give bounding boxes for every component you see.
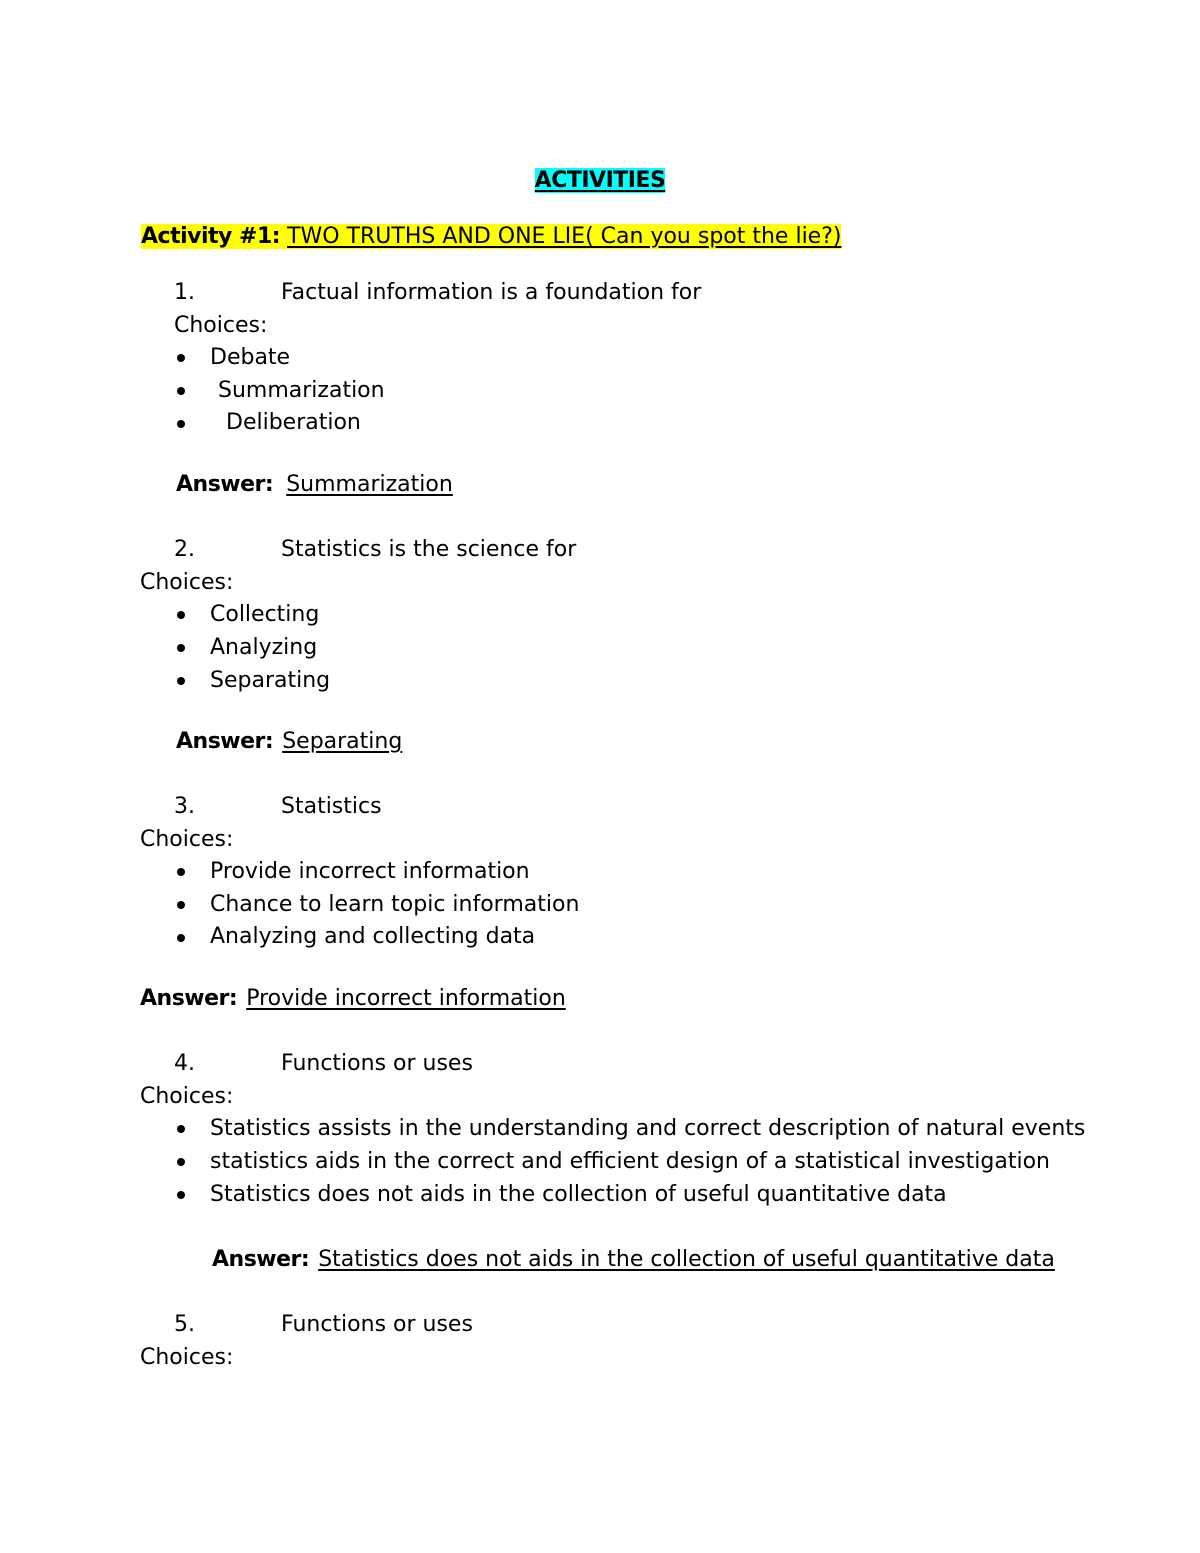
question-number: 5. [174,1312,195,1337]
page-title: ACTIVITIES [534,168,666,193]
bullet-icon [177,354,185,362]
choices-label: Choices: [140,1345,234,1370]
answer-row [212,1245,1055,1275]
choices-label: Choices: [140,1084,234,1109]
question-prompt: Functions or uses [281,1051,473,1076]
bullet-icon [177,934,185,942]
bullet-icon [177,1158,185,1166]
choice-item: Analyzing [210,635,318,660]
question-number: 3. [174,794,195,819]
choices-label: Choices: [140,570,234,595]
activity-name: TWO TRUTHS AND ONE LIE( Can you spot the lie?) [287,224,842,249]
choice-item: Separating [210,668,331,693]
choice-item: Statistics does not aids in the collection of useful quantitative data [210,1182,947,1207]
choice-item: statistics aids in the correct and efficient design of a statistical investigation [210,1149,1050,1174]
question-number: 2. [174,537,195,562]
answer-label: Answer: [140,986,238,1011]
choices-label: Choices: [140,827,234,852]
bullet-icon [177,644,185,652]
activity-label: Activity #1: [141,224,281,249]
answer-value: Summarization [286,472,453,497]
question-prompt: Statistics [281,794,382,819]
activity-heading [141,222,841,252]
bullet-icon [177,677,185,685]
choice-item: Collecting [210,602,320,627]
choice-item: Debate [210,345,291,370]
bullet-icon [177,868,185,876]
answer-label: Answer: [176,729,274,754]
answer-label: Answer: [176,472,274,497]
answer-label: Answer: [212,1247,310,1272]
bullet-icon [177,611,185,619]
bullet-icon [177,901,185,909]
answer-value: Provide incorrect information [246,986,566,1011]
choices-label: Choices: [174,313,268,338]
bullet-icon [177,1191,185,1199]
answer-value: Statistics does not aids in the collection of useful quantitative data [318,1247,1055,1272]
question-prompt: Factual information is a foundation for [281,280,702,305]
answer-row [176,727,402,757]
choice-item: Provide incorrect information [210,859,530,884]
question-number: 4. [174,1051,195,1076]
choice-item: Statistics assists in the understanding and correct description of natural events [210,1116,1086,1141]
bullet-icon [177,387,185,395]
choice-item: Deliberation [226,410,361,435]
answer-row [176,470,453,500]
question-prompt: Functions or uses [281,1312,473,1337]
page-title-row [0,166,1200,196]
answer-value: Separating [282,729,403,754]
answer-row [140,984,566,1014]
choice-item: Analyzing and collecting data [210,924,536,949]
question-prompt: Statistics is the science for [281,537,577,562]
choice-item: Chance to learn topic information [210,892,580,917]
bullet-icon [177,420,185,428]
bullet-icon [177,1125,185,1133]
question-number: 1. [174,280,195,305]
choice-item: Summarization [218,378,385,403]
